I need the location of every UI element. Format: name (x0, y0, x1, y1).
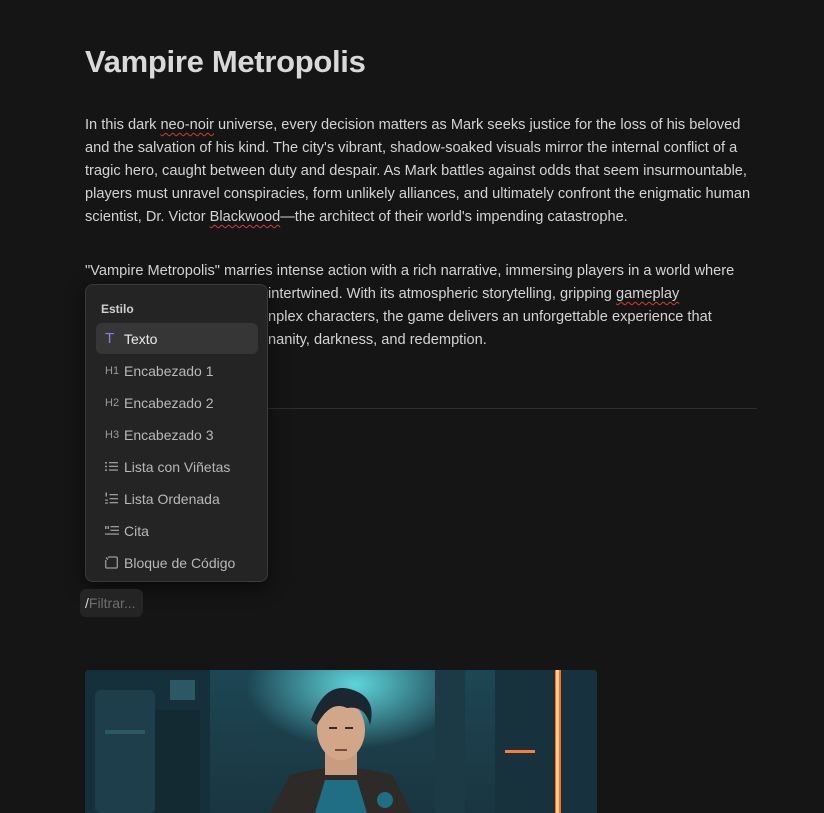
slash-command-filter (80, 589, 143, 617)
menu-heading: Estilo (101, 302, 134, 316)
menu-item-text[interactable]: T Texto (96, 323, 258, 354)
menu-item-code-block[interactable]: Bloque de Código (96, 547, 258, 578)
page-title: Vampire Metropolis (85, 44, 366, 79)
style-menu (85, 284, 268, 582)
paragraph-summary[interactable]: "Vampire Metropolis" marries intense action with a rich narrative, immersing players in a world where intertwined. With its atmospheric storytelling, gripping gameplay nplex characters, the game delivers an unforgettable experience that nanity, darkness, and redemption. (85, 263, 735, 348)
menu-item-heading-1[interactable]: H1 Encabezado 1 (105, 362, 214, 379)
code-block-icon (105, 556, 124, 569)
menu-item-ordered-list[interactable]: Lista Ordenada (96, 483, 258, 514)
heading1-icon: H1 (105, 364, 120, 377)
heading2-icon: H2 (105, 396, 120, 409)
filter-input[interactable] (89, 595, 141, 611)
slash-prefix: / (85, 595, 89, 611)
heading3-icon: H3 (105, 428, 120, 441)
misspelled-word[interactable]: neo-noir (160, 117, 214, 133)
misspelled-word[interactable]: gameplay (615, 286, 680, 302)
text-icon: T (105, 330, 115, 347)
paragraph-intro[interactable]: In this dark neo-noir universe, every decision matters as Mark seeks justice for the loss of his beloved and the salvation of his kind. The city's vibrant, shadow-soaked visuals mirror the internal conflict of a tragic hero, caught between duty and despair. As Mark battles against odds that seem insurmountable, players must unravel conspiracies, form unlikely alliances, and ultimately confront the enigmatic human scientist, Dr. Victor Blackwood—the architect of their world's impending catastrophe. (85, 117, 751, 225)
menu-item-heading-3[interactable]: H3 Encabezado 3 (105, 426, 214, 443)
menu-item-quote[interactable]: Cita (96, 515, 258, 546)
bullet-list-icon (105, 461, 124, 472)
vampire-artwork-image (85, 670, 597, 813)
menu-item-bullet-list[interactable]: Lista con Viñetas (96, 451, 258, 482)
quote-icon (105, 525, 124, 536)
ordered-list-icon (105, 492, 124, 505)
menu-item-heading-2[interactable]: H2 Encabezado 2 (105, 394, 214, 411)
misspelled-word[interactable]: Blackwood (209, 209, 281, 225)
